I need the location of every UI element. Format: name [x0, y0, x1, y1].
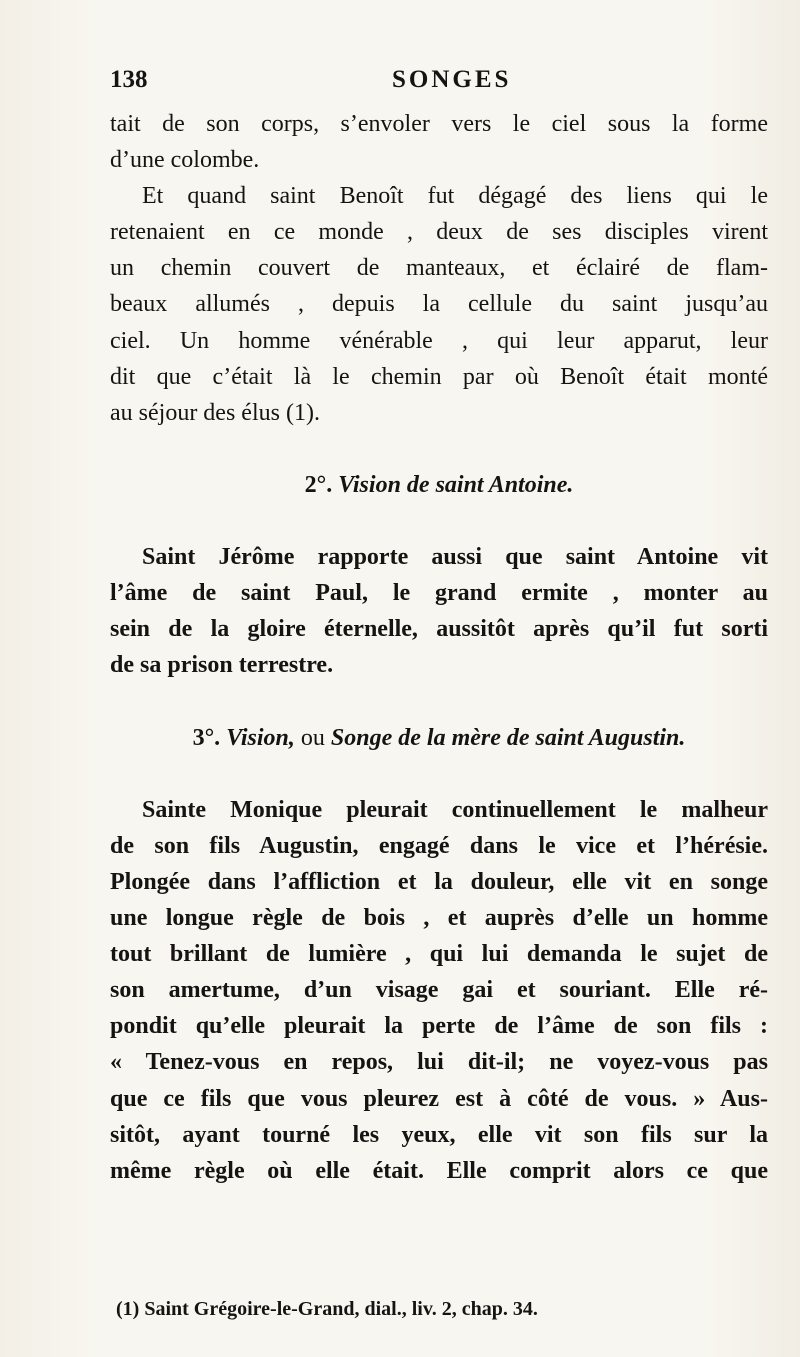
- section-title-part2: Songe de la mère de saint Augustin.: [330, 724, 686, 751]
- spacer: [110, 431, 768, 467]
- text-line: une longue règle de bois , et auprès d’elle un homme: [110, 905, 768, 932]
- section-number: 3°.: [192, 724, 221, 751]
- section-title: Vision de saint Antoine.: [338, 471, 574, 498]
- spacer: [110, 756, 768, 792]
- spacer: [110, 503, 768, 539]
- text-line: l’âme de saint Paul, le grand ermite , monter au: [110, 580, 768, 607]
- section-number: 2°.: [304, 471, 333, 498]
- body-text: [110, 106, 768, 1189]
- text-line: au séjour des élus (1).: [110, 399, 320, 426]
- text-line: « Tenez-vous en repos, lui dit-il; ne voyez-vous pas: [110, 1049, 768, 1076]
- text-line: sein de la gloire éternelle, aussitôt après qu’il fut sorti: [110, 616, 768, 643]
- text-line: d’une colombe.: [110, 147, 260, 174]
- text-line: tait de son corps, s’envoler vers le ciel sous la forme: [110, 111, 768, 137]
- footnote: (1) Saint Grégoire-le-Grand, dial., liv. 2, chap. 34.: [116, 1298, 538, 1320]
- text-line: ciel. Un homme vénérable , qui leur apparut, leur: [110, 327, 768, 354]
- page-header: [110, 66, 770, 106]
- text-line: Saint Jérôme rapporte aussi que saint Antoine vit: [142, 544, 768, 571]
- text-line: tout brillant de lumière , qui lui demanda le sujet de: [110, 941, 768, 968]
- text-line: même règle où elle était. Elle comprit alors ce que: [110, 1157, 768, 1184]
- spacer: [110, 684, 768, 720]
- text-line: Sainte Monique pleurait continuellement le malheur: [142, 796, 768, 823]
- text-line: de sa prison terrestre.: [110, 652, 334, 679]
- section-heading-2: [110, 467, 768, 503]
- running-title: SONGES: [392, 66, 512, 93]
- text-line: retenaient en ce monde , deux de ses disciples virent: [110, 219, 768, 246]
- text-line: son amertume, d’un visage gai et souriant. Elle ré-: [110, 977, 768, 1004]
- section-title-part1: Vision,: [226, 724, 295, 751]
- text-line: Et quand saint Benoît fut dégagé des liens qui le: [142, 183, 768, 210]
- text-line: dit que c’était là le chemin par où Benoît était monté: [110, 363, 768, 390]
- section-title-connector: ou: [300, 724, 325, 751]
- text-line: beaux allumés , depuis la cellule du saint jusqu’au: [110, 291, 768, 318]
- section-heading-3: [110, 720, 768, 756]
- page-number: 138: [110, 66, 148, 93]
- text-line: de son fils Augustin, engagé dans le vice et l’hérésie.: [110, 832, 768, 859]
- text-line: Plongée dans l’affliction et la douleur, elle vit en songe: [110, 868, 768, 895]
- text-line: pondit qu’elle pleurait la perte de l’âme de son fils :: [110, 1013, 768, 1040]
- text-line: que ce fils que vous pleurez est à côté de vous. » Aus-: [110, 1085, 768, 1112]
- text-line: un chemin couvert de manteaux, et éclairé de flam-: [110, 255, 768, 282]
- text-line: sitôt, ayant tourné les yeux, elle vit son fils sur la: [110, 1121, 768, 1148]
